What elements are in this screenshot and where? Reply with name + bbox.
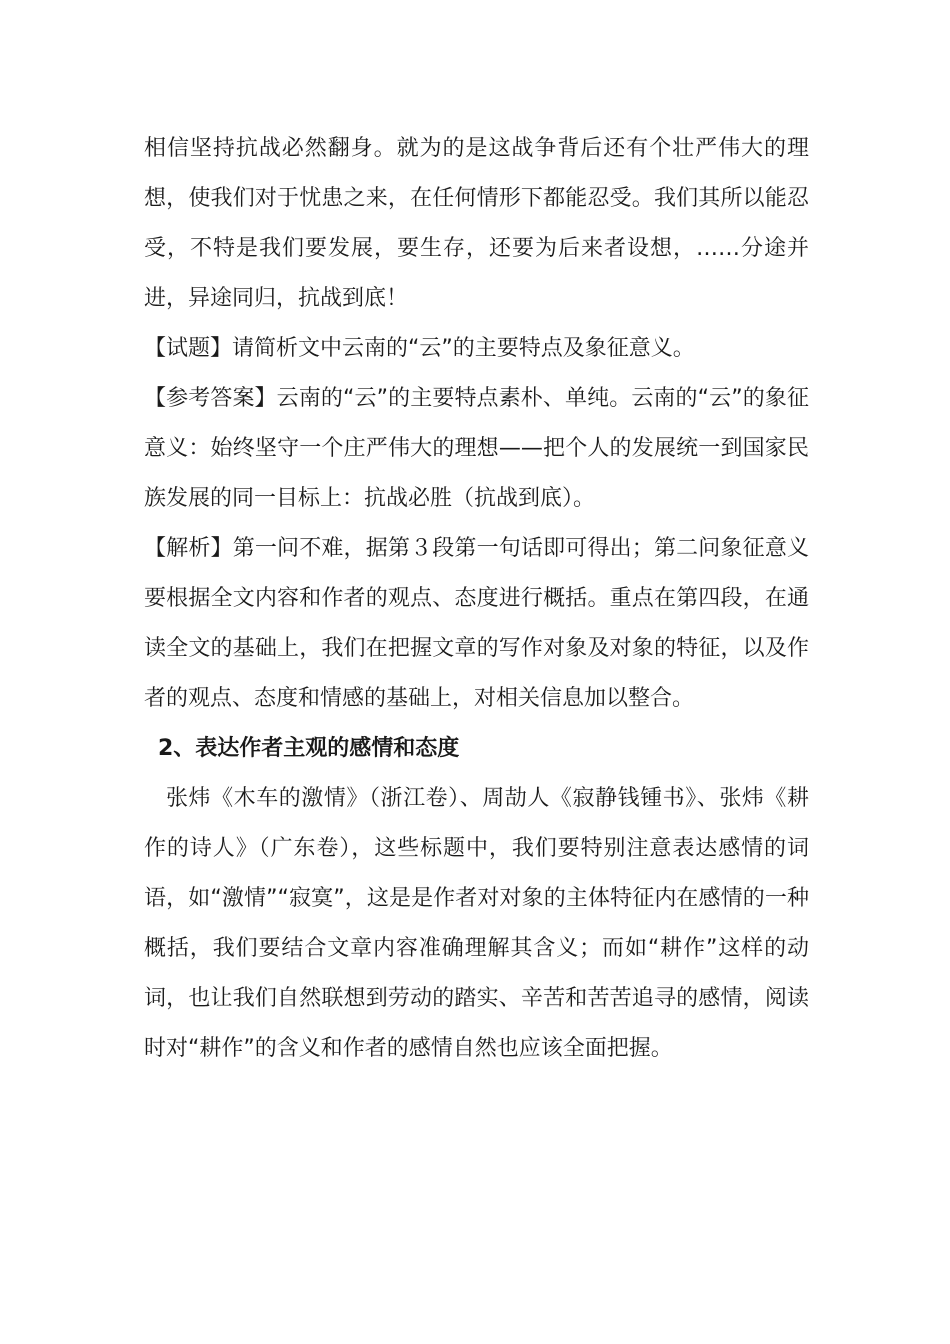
- paragraph-title-examples: 张炜《木车的激情》（浙江卷）、周劼人《寂静钱锺书》、张炜《耕作的诗人》（广东卷），这些标题中，我们要特别注意表达感情的词语，如“激情”“寂寞”，这是是作者对对象的主体特征内在感情的一种概括，我们要结合文章内容准确理解其含义；而如“耕作”这样的动词，也让我们自然联想到劳动的踏实、辛苦和苦苦追寻的感情，阅读时对“耕作”的含义和作者的感情自然也应该全面把握。: [144, 786, 809, 1061]
- paragraph-essay-excerpt: 相信坚持抗战必然翻身。就为的是这战争背后还有个壮严伟大的理想，使我们对于忧患之来，在任何情形下都能忍受。我们其所以能忍受，不特是我们要发展，要生存，还要为后来者设想，……分途并进，异途同归，抗战到底！: [144, 136, 809, 311]
- document-body: [144, 124, 809, 1074]
- paragraph-question: 【试题】请简析文中云南的“云”的主要特点及象征意义。: [144, 336, 695, 361]
- section-heading: 2、表达作者主观的感情和态度: [158, 736, 460, 761]
- paragraph-analysis: 【解析】第一问不难，据第３段第一句话即可得出；第二问象征意义要根据全文内容和作者的观点、态度进行概括。重点在第四段，在通读全文的基础上，我们在把握文章的写作对象及对象的特征，以及作者的观点、态度和情感的基础上，对相关信息加以整合。: [144, 536, 809, 711]
- paragraph-reference-answer: 【参考答案】云南的“云”的主要特点素朴、单纯。云南的“云”的象征意义：始终坚守一个庄严伟大的理想——把个人的发展统一到国家民族发展的同一目标上：抗战必胜（抗战到底）。: [144, 386, 809, 511]
